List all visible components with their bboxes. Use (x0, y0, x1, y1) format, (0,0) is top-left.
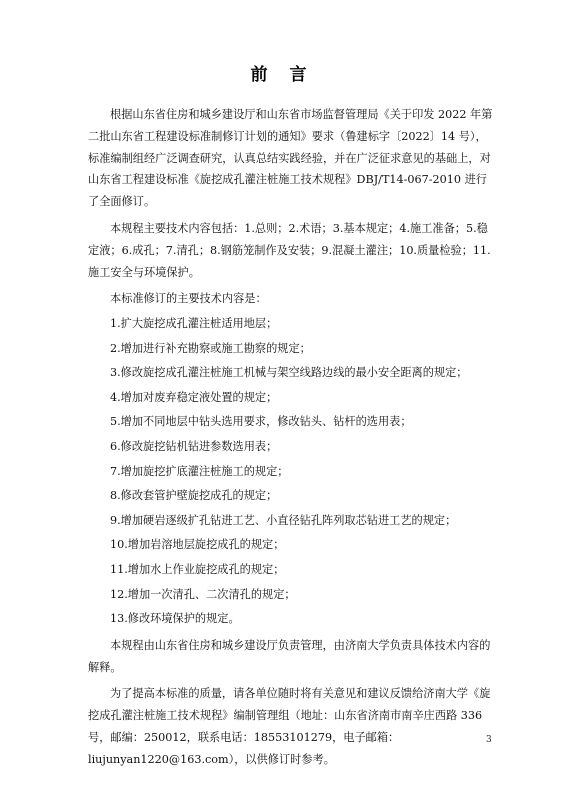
revision-item: 5.增加不同地层中钻头选用要求，修改钻头、钻杆的选用表； (110, 415, 412, 429)
page-title: 前 言 (250, 65, 315, 85)
revision-item: 8.修改套管护壁旋挖成孔的规定； (110, 489, 278, 503)
revision-item: 4.增加对废弃稳定液处置的规定； (110, 390, 278, 404)
page-number: 3 (486, 735, 492, 745)
document-body (88, 104, 494, 771)
revision-item: 3.修改旋挖成孔灌注桩施工机械与架空线路边线的最小安全距离的规定； (110, 366, 468, 380)
management-paragraph: 本规程由山东省住房和城乡建设厅负责管理，由济南大学负责具体技术内容的解释。 (88, 638, 491, 674)
revision-item: 11.增加水上作业旋挖成孔的规定； (110, 562, 285, 576)
revision-item: 6.修改旋挖钻机钻进参数选用表； (110, 439, 278, 453)
feedback-paragraph: 为了提高本标准的质量，请各单位随时将有关意见和建议反馈给济南大学《旋挖成孔灌注桩施工技术规程》编制管理组（地址：山东省济南市南辛庄西路 336 号，邮编：250012，联系电话：18553101279，电子邮箱：liujunyan1220@163.com），以供修订时参考。 (88, 687, 491, 766)
intro-paragraph: 根据山东省住房和城乡建设厅和山东省市场监督管理局《关于印发 2022 年第二批山东省工程建设标准制修订计划的通知》要求（鲁建标字〔2022〕14 号），标准编制组经广泛调查研究，认真总结实践经验，并在广泛征求意见的基础上，对山东省工程建设标准《旋挖成孔灌注桩施工技术规程》DBJ/T14-067-2010 进行了全面修订。 (88, 108, 493, 209)
revision-item: 1.扩大旋挖成孔灌注桩适用地层； (110, 316, 278, 330)
revision-item: 7.增加旋挖扩底灌注桩施工的规定； (110, 464, 289, 478)
revision-item: 2.增加进行补充勘察或施工勘察的规定； (110, 341, 311, 355)
contents-paragraph: 本规程主要技术内容包括：1.总则；2.术语；3.基本规定；4.施工准备；5.稳定液；6.成孔；7.清孔；8.钢筋笼制作及安装；9.混凝土灌注；10.质量检验；11.施工安全与环境保护。 (88, 221, 491, 279)
revision-heading: 本标准修订的主要技术内容是： (110, 292, 267, 306)
revision-item: 13.修改环境保护的规定。 (110, 612, 240, 626)
revision-item: 10.增加岩溶地层旋挖成孔的规定； (110, 538, 285, 552)
revision-item: 9.增加硬岩逐级扩孔钻进工艺、小直径钻孔阵列取芯钻进工艺的规定； (110, 513, 457, 527)
revision-item: 12.增加一次清孔、二次清孔的规定； (110, 587, 296, 601)
